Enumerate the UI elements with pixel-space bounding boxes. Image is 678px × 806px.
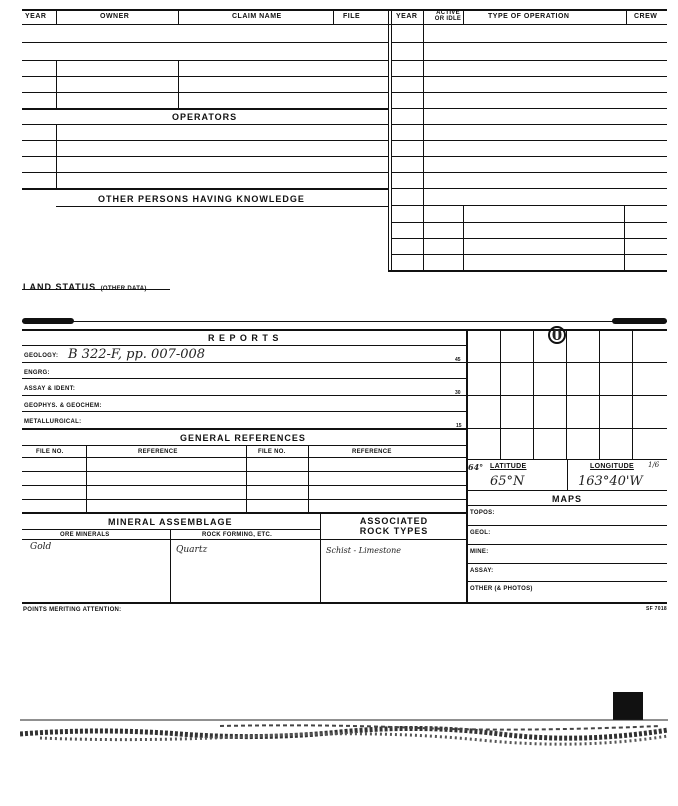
maps-other: OTHER (& PHOTOS) [470, 586, 533, 592]
longitude-label: LONGITUDE [590, 463, 634, 470]
engrg-label: ENGRG: [24, 370, 50, 376]
associated-rock-value: Schist - Limestone [326, 546, 401, 555]
longitude-value: 163°40'W [578, 474, 643, 489]
rock-forming-value: Quartz [176, 545, 208, 555]
header-year: YEAR [25, 13, 47, 20]
ref-file-no-1: FILE NO. [36, 449, 64, 455]
geophys-label: GEOPHYS. & GEOCHEM: [24, 403, 102, 409]
ref-reference-2: REFERENCE [352, 449, 392, 455]
assay-number: 30 [455, 390, 461, 396]
header-owner: OWNER [100, 13, 130, 20]
header-type-of-operation: TYPE OF OPERATION [488, 13, 570, 20]
ref-file-no-2: FILE NO. [258, 449, 286, 455]
longitude-suffix: 1/6 [648, 461, 660, 469]
land-status-heading: LAND STATUS (OTHER DATA) [23, 282, 147, 292]
points-meriting-heading: POINTS MERITING ATTENTION: [23, 607, 122, 613]
maps-topos: TOPOS: [470, 510, 495, 516]
geology-value: B 322-F, pp. 007-008 [68, 347, 206, 362]
associated-rock-heading: ASSOCIATED ROCK TYPES [359, 516, 429, 536]
other-persons-heading: OTHER PERSONS HAVING KNOWLEDGE [98, 194, 305, 204]
header-file: FILE [343, 13, 361, 20]
geology-number: 45 [455, 357, 461, 363]
general-references-heading: GENERAL REFERENCES [180, 433, 306, 443]
maps-geol: GEOL: [470, 530, 491, 536]
maps-assay: ASSAY: [470, 568, 494, 574]
form-number: SF 7018 [646, 606, 668, 612]
header-claim-name: CLAIM NAME [232, 13, 282, 20]
latitude-prefix: 64° [468, 462, 484, 472]
maps-heading: MAPS [552, 494, 583, 504]
rock-forming-header: ROCK FORMING, ETC. [202, 532, 273, 538]
assay-label: ASSAY & IDENT: [24, 386, 76, 392]
reports-heading: R E P O R T S [208, 333, 280, 343]
header-year-2: YEAR [396, 13, 418, 20]
latitude-value: 65°N [490, 474, 525, 489]
grid-mark: 0 [548, 326, 566, 344]
header-active-or-idle: ACTIVE OR IDLE [434, 10, 462, 22]
scan-mark [612, 318, 667, 324]
latitude-label: LATITUDE [490, 463, 527, 470]
operators-heading: OPERATORS [172, 112, 238, 122]
scan-noise-strip [20, 712, 668, 752]
metallurgical-label: METALLURGICAL: [24, 419, 82, 425]
geology-label: GEOLOGY: [24, 353, 59, 359]
metallurgical-number: 15 [456, 423, 462, 429]
mineral-assemblage-heading: MINERAL ASSEMBLAGE [108, 517, 233, 527]
maps-mine: MINE: [470, 549, 489, 555]
ore-minerals-header: ORE MINERALS [60, 532, 110, 538]
ore-minerals-value: Gold [30, 542, 52, 552]
header-crew: CREW [634, 13, 658, 20]
ref-reference-1: REFERENCE [138, 449, 178, 455]
